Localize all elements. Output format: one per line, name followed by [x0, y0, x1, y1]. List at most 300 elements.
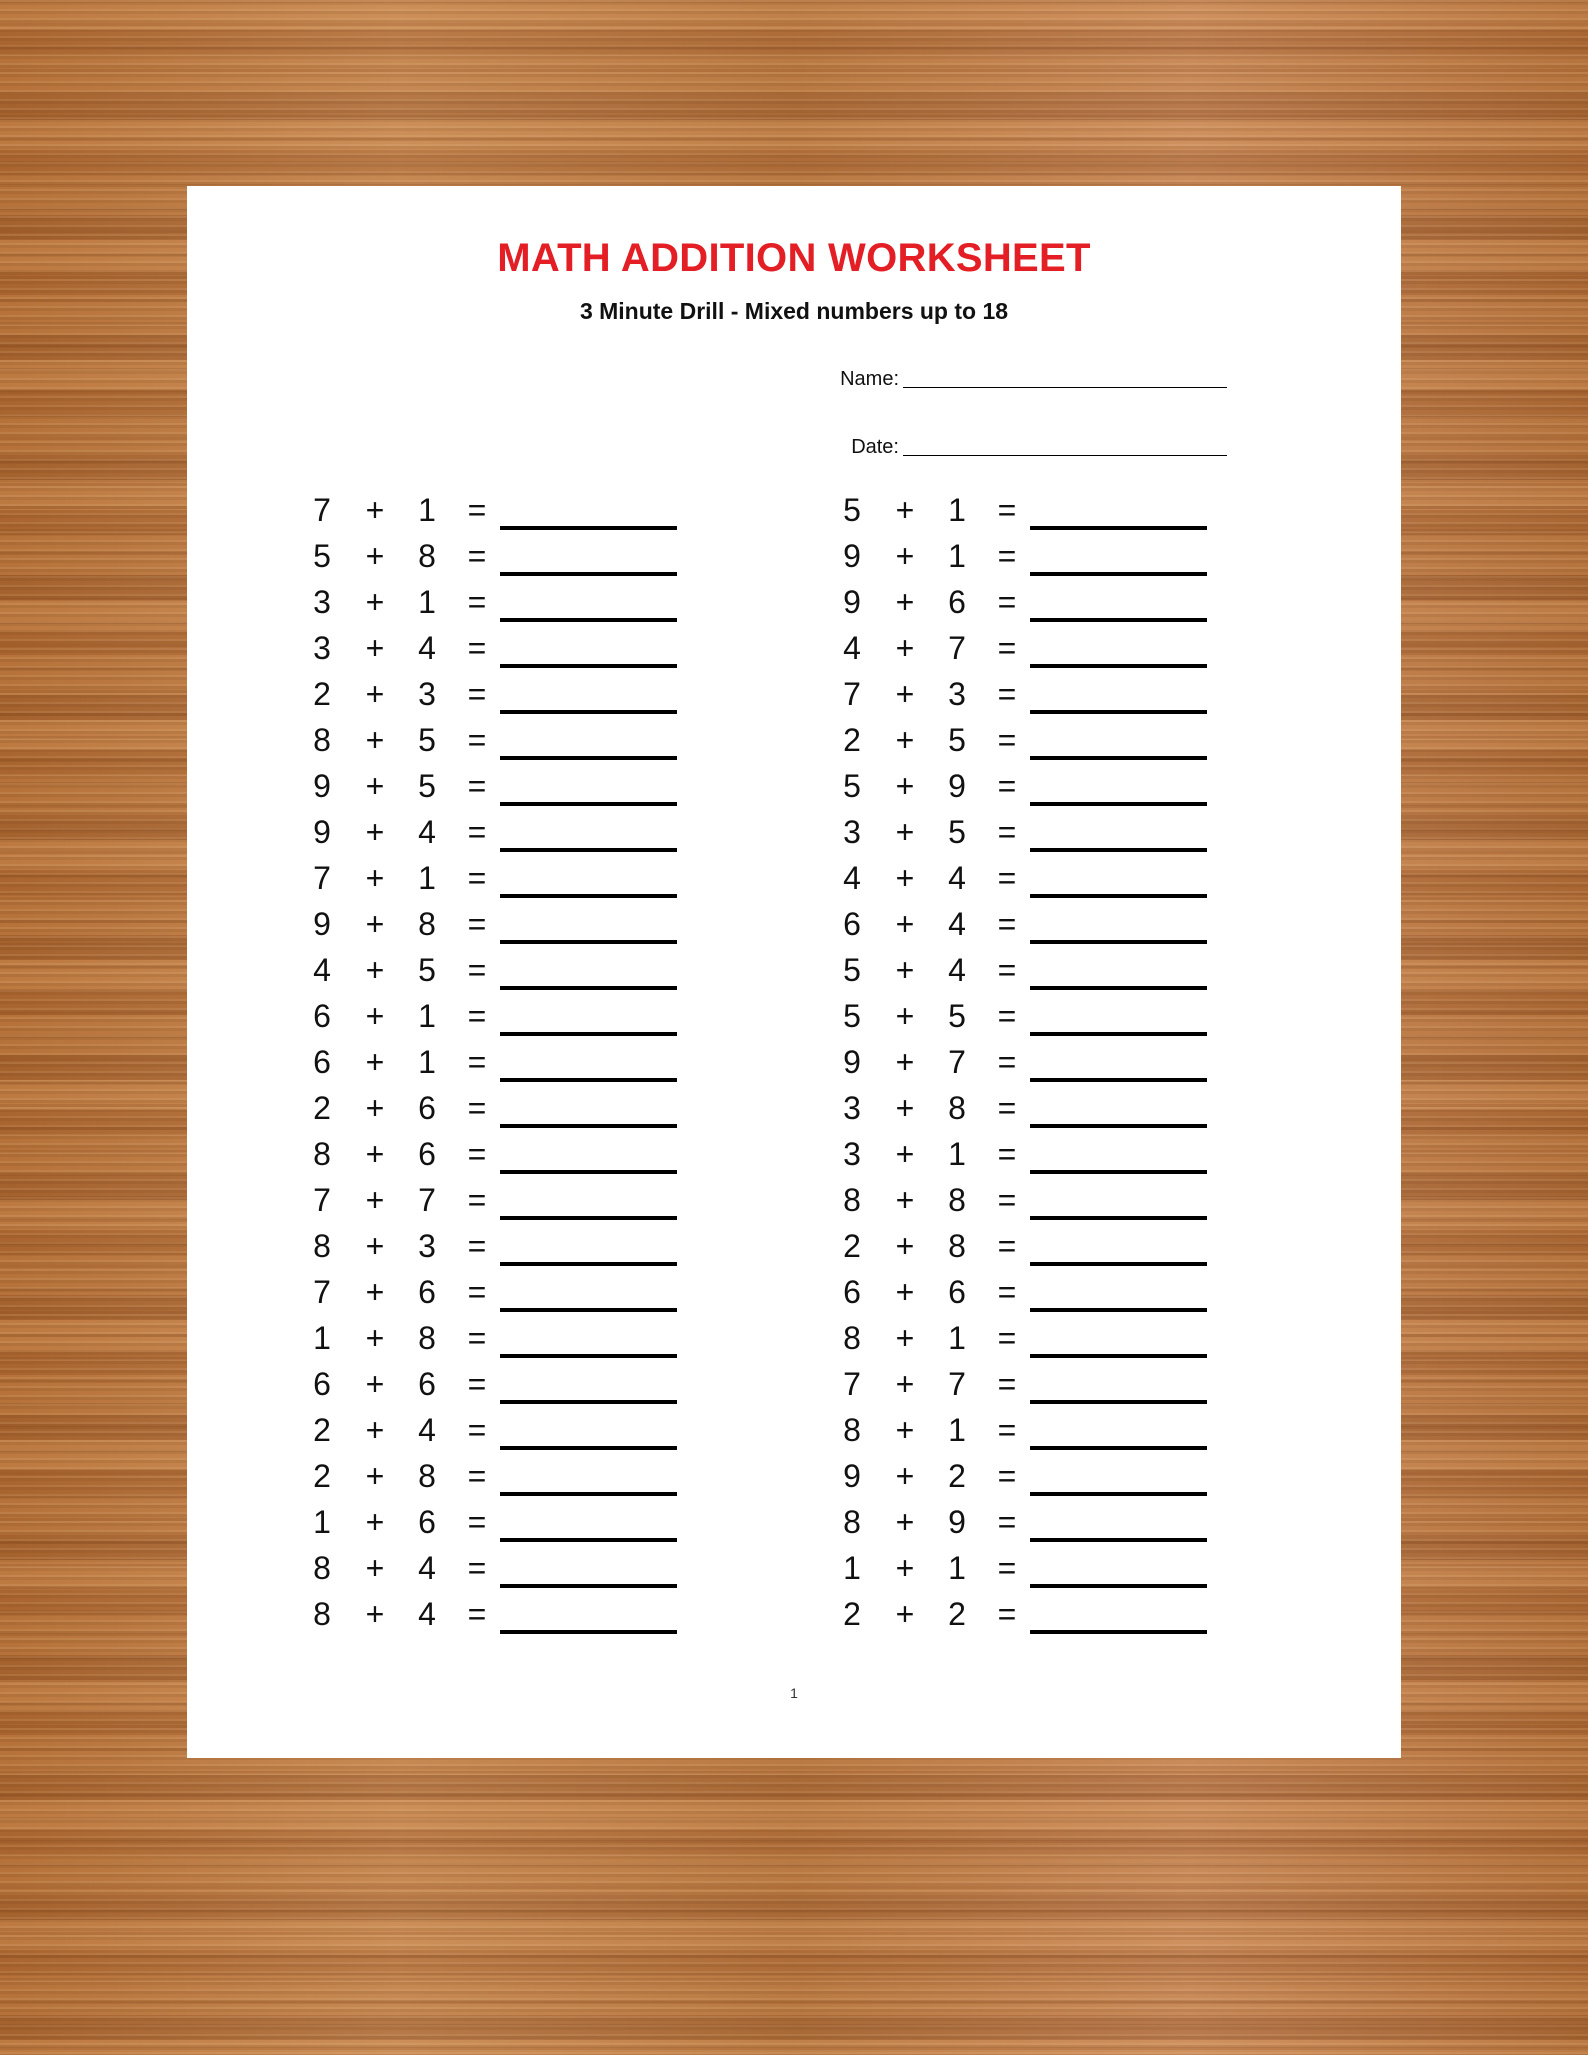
equals-sign: =	[997, 1458, 1017, 1494]
answer-blank[interactable]	[500, 1492, 677, 1496]
addend-a: 2	[313, 1412, 331, 1448]
worksheet-page	[187, 186, 1401, 1758]
answer-blank[interactable]	[1030, 756, 1207, 760]
plus-sign: +	[895, 1412, 915, 1448]
equals-sign: =	[467, 584, 487, 620]
addend-a: 8	[313, 1228, 331, 1264]
addend-b: 8	[948, 1228, 966, 1264]
plus-sign: +	[895, 768, 915, 804]
equals-sign: =	[997, 538, 1017, 574]
answer-blank[interactable]	[1030, 1078, 1207, 1082]
addend-a: 2	[313, 1458, 331, 1494]
equals-sign: =	[467, 768, 487, 804]
answer-blank[interactable]	[500, 1262, 677, 1266]
addend-a: 5	[313, 538, 331, 574]
problem-row	[307, 1176, 687, 1222]
addend-b: 1	[418, 492, 436, 528]
addend-a: 7	[313, 1182, 331, 1218]
answer-blank[interactable]	[1030, 1400, 1207, 1404]
answer-blank[interactable]	[1030, 986, 1207, 990]
addend-b: 1	[418, 584, 436, 620]
plus-sign: +	[365, 1320, 385, 1356]
plus-sign: +	[895, 1090, 915, 1126]
problem-row	[837, 1590, 1217, 1636]
addend-b: 7	[948, 1044, 966, 1080]
plus-sign: +	[895, 1228, 915, 1264]
addend-a: 9	[313, 768, 331, 804]
equals-sign: =	[997, 1090, 1017, 1126]
addend-a: 3	[843, 1136, 861, 1172]
addend-a: 7	[313, 492, 331, 528]
addend-a: 9	[843, 1044, 861, 1080]
addend-b: 6	[418, 1090, 436, 1126]
addend-a: 2	[313, 676, 331, 712]
plus-sign: +	[365, 1274, 385, 1310]
equals-sign: =	[467, 676, 487, 712]
problem-row	[307, 486, 687, 532]
addend-b: 6	[418, 1366, 436, 1402]
problem-row	[837, 1176, 1217, 1222]
equals-sign: =	[997, 768, 1017, 804]
problem-row	[307, 716, 687, 762]
equals-sign: =	[997, 630, 1017, 666]
plus-sign: +	[365, 1090, 385, 1126]
problem-row	[307, 578, 687, 624]
equals-sign: =	[467, 1274, 487, 1310]
plus-sign: +	[895, 1044, 915, 1080]
addend-a: 3	[313, 630, 331, 666]
plus-sign: +	[895, 814, 915, 850]
answer-blank[interactable]	[1030, 1492, 1207, 1496]
addend-a: 2	[843, 722, 861, 758]
answer-blank[interactable]	[500, 618, 677, 622]
equals-sign: =	[467, 1366, 487, 1402]
addend-a: 6	[313, 1366, 331, 1402]
answer-blank[interactable]	[500, 894, 677, 898]
addend-b: 1	[948, 492, 966, 528]
addend-b: 6	[418, 1274, 436, 1310]
addend-b: 8	[948, 1182, 966, 1218]
addend-a: 1	[313, 1320, 331, 1356]
equals-sign: =	[467, 1550, 487, 1586]
plus-sign: +	[895, 584, 915, 620]
problem-row	[837, 716, 1217, 762]
plus-sign: +	[895, 906, 915, 942]
problem-row	[837, 1360, 1217, 1406]
answer-blank[interactable]	[1030, 710, 1207, 714]
addend-b: 1	[418, 860, 436, 896]
addend-b: 1	[948, 1320, 966, 1356]
plus-sign: +	[895, 860, 915, 896]
plus-sign: +	[365, 768, 385, 804]
answer-blank[interactable]	[1030, 1170, 1207, 1174]
answer-blank[interactable]	[1030, 618, 1207, 622]
problem-row	[837, 854, 1217, 900]
equals-sign: =	[467, 1228, 487, 1264]
problem-row	[307, 900, 687, 946]
answer-blank[interactable]	[1030, 802, 1207, 806]
addend-a: 7	[313, 860, 331, 896]
addend-b: 5	[418, 722, 436, 758]
addend-b: 1	[418, 998, 436, 1034]
addend-a: 9	[843, 1458, 861, 1494]
right-problem-column	[837, 486, 1217, 1636]
addend-b: 2	[948, 1458, 966, 1494]
plus-sign: +	[895, 998, 915, 1034]
addend-a: 4	[313, 952, 331, 988]
name-blank-line[interactable]	[903, 387, 1227, 388]
addend-b: 9	[948, 1504, 966, 1540]
addend-b: 5	[418, 768, 436, 804]
answer-blank[interactable]	[500, 1630, 677, 1634]
answer-blank[interactable]	[1030, 526, 1207, 530]
problem-row	[307, 1222, 687, 1268]
equals-sign: =	[467, 538, 487, 574]
addend-b: 4	[418, 1412, 436, 1448]
left-problem-column	[307, 486, 687, 1636]
problem-row	[837, 1130, 1217, 1176]
problem-row	[837, 1314, 1217, 1360]
addend-b: 1	[948, 1136, 966, 1172]
addend-b: 4	[418, 1596, 436, 1632]
problem-row	[307, 808, 687, 854]
plus-sign: +	[895, 676, 915, 712]
addend-a: 2	[313, 1090, 331, 1126]
addend-a: 2	[843, 1228, 861, 1264]
addend-a: 9	[313, 906, 331, 942]
addend-b: 6	[418, 1504, 436, 1540]
answer-blank[interactable]	[500, 1078, 677, 1082]
equals-sign: =	[467, 814, 487, 850]
answer-blank[interactable]	[1030, 1446, 1207, 1450]
answer-blank[interactable]	[500, 1584, 677, 1588]
problem-row	[307, 1498, 687, 1544]
answer-blank[interactable]	[1030, 1584, 1207, 1588]
addend-a: 8	[313, 722, 331, 758]
worksheet-title: MATH ADDITION WORKSHEET	[497, 236, 1091, 280]
equals-sign: =	[997, 492, 1017, 528]
answer-blank[interactable]	[500, 1354, 677, 1358]
plus-sign: +	[895, 722, 915, 758]
problem-row	[307, 992, 687, 1038]
name-label: Name:	[840, 368, 899, 390]
plus-sign: +	[895, 538, 915, 574]
plus-sign: +	[365, 1458, 385, 1494]
plus-sign: +	[895, 1596, 915, 1632]
problem-row	[307, 624, 687, 670]
plus-sign: +	[365, 860, 385, 896]
equals-sign: =	[997, 860, 1017, 896]
equals-sign: =	[997, 814, 1017, 850]
addend-b: 8	[418, 906, 436, 942]
date-field[interactable]	[807, 436, 1227, 458]
addend-a: 8	[313, 1550, 331, 1586]
answer-blank[interactable]	[1030, 1032, 1207, 1036]
equals-sign: =	[467, 1412, 487, 1448]
problem-row	[837, 1084, 1217, 1130]
addend-b: 4	[418, 630, 436, 666]
addend-a: 8	[843, 1182, 861, 1218]
answer-blank[interactable]	[500, 1124, 677, 1128]
equals-sign: =	[997, 952, 1017, 988]
plus-sign: +	[895, 1136, 915, 1172]
plus-sign: +	[895, 1320, 915, 1356]
plus-sign: +	[895, 1550, 915, 1586]
plus-sign: +	[365, 630, 385, 666]
addend-b: 5	[948, 722, 966, 758]
plus-sign: +	[365, 1136, 385, 1172]
plus-sign: +	[895, 1182, 915, 1218]
problem-row	[837, 808, 1217, 854]
problem-row	[837, 1038, 1217, 1084]
answer-blank[interactable]	[1030, 894, 1207, 898]
answer-blank[interactable]	[500, 802, 677, 806]
problem-row	[837, 1452, 1217, 1498]
answer-blank[interactable]	[500, 1308, 677, 1312]
answer-blank[interactable]	[1030, 1630, 1207, 1634]
equals-sign: =	[997, 676, 1017, 712]
problem-row	[307, 1590, 687, 1636]
equals-sign: =	[467, 1136, 487, 1172]
problem-row	[837, 1222, 1217, 1268]
addend-a: 2	[843, 1596, 861, 1632]
addend-b: 1	[948, 1412, 966, 1448]
addend-b: 4	[948, 906, 966, 942]
equals-sign: =	[997, 1044, 1017, 1080]
addend-a: 5	[843, 952, 861, 988]
answer-blank[interactable]	[500, 664, 677, 668]
answer-blank[interactable]	[1030, 1216, 1207, 1220]
equals-sign: =	[997, 584, 1017, 620]
problem-row	[837, 1498, 1217, 1544]
plus-sign: +	[365, 998, 385, 1034]
equals-sign: =	[467, 860, 487, 896]
addend-a: 6	[843, 906, 861, 942]
worksheet-subtitle: 3 Minute Drill - Mixed numbers up to 18	[579, 298, 1009, 324]
answer-blank[interactable]	[1030, 1538, 1207, 1542]
plus-sign: +	[895, 1274, 915, 1310]
problem-row	[837, 992, 1217, 1038]
answer-blank[interactable]	[500, 1032, 677, 1036]
problem-row	[307, 1130, 687, 1176]
problem-row	[837, 532, 1217, 578]
addend-b: 8	[418, 538, 436, 574]
addend-a: 9	[843, 584, 861, 620]
addend-b: 4	[418, 1550, 436, 1586]
plus-sign: +	[365, 1228, 385, 1264]
addend-a: 7	[843, 676, 861, 712]
addend-a: 8	[313, 1136, 331, 1172]
plus-sign: +	[895, 1458, 915, 1494]
problem-row	[307, 532, 687, 578]
addend-a: 3	[843, 1090, 861, 1126]
problem-row	[837, 762, 1217, 808]
addend-a: 8	[843, 1412, 861, 1448]
addend-b: 9	[948, 768, 966, 804]
addend-a: 9	[313, 814, 331, 850]
addend-a: 8	[843, 1504, 861, 1540]
addend-a: 7	[313, 1274, 331, 1310]
plus-sign: +	[365, 722, 385, 758]
problem-row	[837, 946, 1217, 992]
problem-row	[837, 1268, 1217, 1314]
addend-b: 3	[418, 1228, 436, 1264]
page-number: 1	[790, 1685, 798, 1701]
equals-sign: =	[997, 1182, 1017, 1218]
addend-b: 7	[948, 630, 966, 666]
addend-b: 5	[948, 814, 966, 850]
problem-row	[837, 1406, 1217, 1452]
problem-row	[837, 670, 1217, 716]
equals-sign: =	[467, 1504, 487, 1540]
problem-row	[837, 900, 1217, 946]
problem-row	[837, 486, 1217, 532]
addend-b: 1	[948, 538, 966, 574]
plus-sign: +	[895, 492, 915, 528]
answer-blank[interactable]	[500, 710, 677, 714]
plus-sign: +	[365, 906, 385, 942]
equals-sign: =	[467, 1090, 487, 1126]
equals-sign: =	[997, 1274, 1017, 1310]
plus-sign: +	[365, 584, 385, 620]
answer-blank[interactable]	[500, 986, 677, 990]
equals-sign: =	[997, 906, 1017, 942]
addend-b: 8	[418, 1458, 436, 1494]
addend-b: 3	[418, 676, 436, 712]
problem-row	[307, 854, 687, 900]
addend-b: 1	[418, 1044, 436, 1080]
problem-row	[837, 1544, 1217, 1590]
answer-blank[interactable]	[500, 1538, 677, 1542]
addend-b: 4	[948, 860, 966, 896]
addend-a: 9	[843, 538, 861, 574]
addend-b: 7	[948, 1366, 966, 1402]
addend-a: 7	[843, 1366, 861, 1402]
addend-a: 3	[313, 584, 331, 620]
date-blank-line[interactable]	[903, 455, 1227, 456]
answer-blank[interactable]	[1030, 1262, 1207, 1266]
problem-row	[307, 670, 687, 716]
name-field[interactable]	[807, 368, 1227, 390]
addend-a: 6	[313, 998, 331, 1034]
equals-sign: =	[997, 1596, 1017, 1632]
problem-row	[307, 1268, 687, 1314]
equals-sign: =	[467, 492, 487, 528]
addend-a: 4	[843, 630, 861, 666]
addend-a: 1	[843, 1550, 861, 1586]
addend-b: 6	[418, 1136, 436, 1172]
answer-blank[interactable]	[1030, 940, 1207, 944]
equals-sign: =	[467, 1596, 487, 1632]
addend-a: 4	[843, 860, 861, 896]
answer-blank[interactable]	[500, 940, 677, 944]
addend-a: 8	[313, 1596, 331, 1632]
problem-row	[307, 946, 687, 992]
answer-blank[interactable]	[1030, 664, 1207, 668]
addend-a: 5	[843, 768, 861, 804]
addend-a: 8	[843, 1320, 861, 1356]
addend-b: 1	[948, 1550, 966, 1586]
equals-sign: =	[997, 722, 1017, 758]
plus-sign: +	[365, 1044, 385, 1080]
plus-sign: +	[895, 952, 915, 988]
addend-a: 5	[843, 492, 861, 528]
equals-sign: =	[997, 1550, 1017, 1586]
plus-sign: +	[365, 1596, 385, 1632]
problem-row	[307, 1038, 687, 1084]
plus-sign: +	[895, 630, 915, 666]
problem-row	[307, 1406, 687, 1452]
problem-row	[307, 1360, 687, 1406]
equals-sign: =	[467, 1044, 487, 1080]
answer-blank[interactable]	[500, 848, 677, 852]
addend-a: 5	[843, 998, 861, 1034]
plus-sign: +	[895, 1366, 915, 1402]
problem-row	[307, 762, 687, 808]
equals-sign: =	[997, 998, 1017, 1034]
answer-blank[interactable]	[1030, 848, 1207, 852]
plus-sign: +	[365, 1550, 385, 1586]
addend-b: 8	[948, 1090, 966, 1126]
problem-row	[307, 1314, 687, 1360]
addend-a: 1	[313, 1504, 331, 1540]
answer-blank[interactable]	[500, 572, 677, 576]
addend-b: 5	[948, 998, 966, 1034]
problem-row	[307, 1544, 687, 1590]
answer-blank[interactable]	[500, 1216, 677, 1220]
problem-row	[837, 578, 1217, 624]
plus-sign: +	[365, 1412, 385, 1448]
plus-sign: +	[365, 952, 385, 988]
plus-sign: +	[895, 1504, 915, 1540]
plus-sign: +	[365, 1366, 385, 1402]
addend-b: 6	[948, 584, 966, 620]
equals-sign: =	[467, 1182, 487, 1218]
equals-sign: =	[467, 906, 487, 942]
addend-b: 4	[948, 952, 966, 988]
plus-sign: +	[365, 1504, 385, 1540]
equals-sign: =	[467, 952, 487, 988]
addend-b: 4	[418, 814, 436, 850]
equals-sign: =	[997, 1136, 1017, 1172]
plus-sign: +	[365, 814, 385, 850]
equals-sign: =	[467, 1458, 487, 1494]
addend-b: 6	[948, 1274, 966, 1310]
answer-blank[interactable]	[500, 1170, 677, 1174]
equals-sign: =	[997, 1412, 1017, 1448]
addend-b: 5	[418, 952, 436, 988]
addend-b: 2	[948, 1596, 966, 1632]
problem-row	[307, 1452, 687, 1498]
answer-blank[interactable]	[1030, 1308, 1207, 1312]
answer-blank[interactable]	[1030, 1124, 1207, 1128]
answer-blank[interactable]	[500, 1400, 677, 1404]
plus-sign: +	[365, 538, 385, 574]
answer-blank[interactable]	[500, 1446, 677, 1450]
date-label: Date:	[851, 436, 899, 458]
equals-sign: =	[997, 1366, 1017, 1402]
equals-sign: =	[997, 1228, 1017, 1264]
answer-blank[interactable]	[1030, 1354, 1207, 1358]
addend-b: 3	[948, 676, 966, 712]
addend-b: 7	[418, 1182, 436, 1218]
answer-blank[interactable]	[500, 756, 677, 760]
problem-row	[307, 1084, 687, 1130]
addend-a: 6	[843, 1274, 861, 1310]
equals-sign: =	[997, 1320, 1017, 1356]
answer-blank[interactable]	[1030, 572, 1207, 576]
answer-blank[interactable]	[500, 526, 677, 530]
